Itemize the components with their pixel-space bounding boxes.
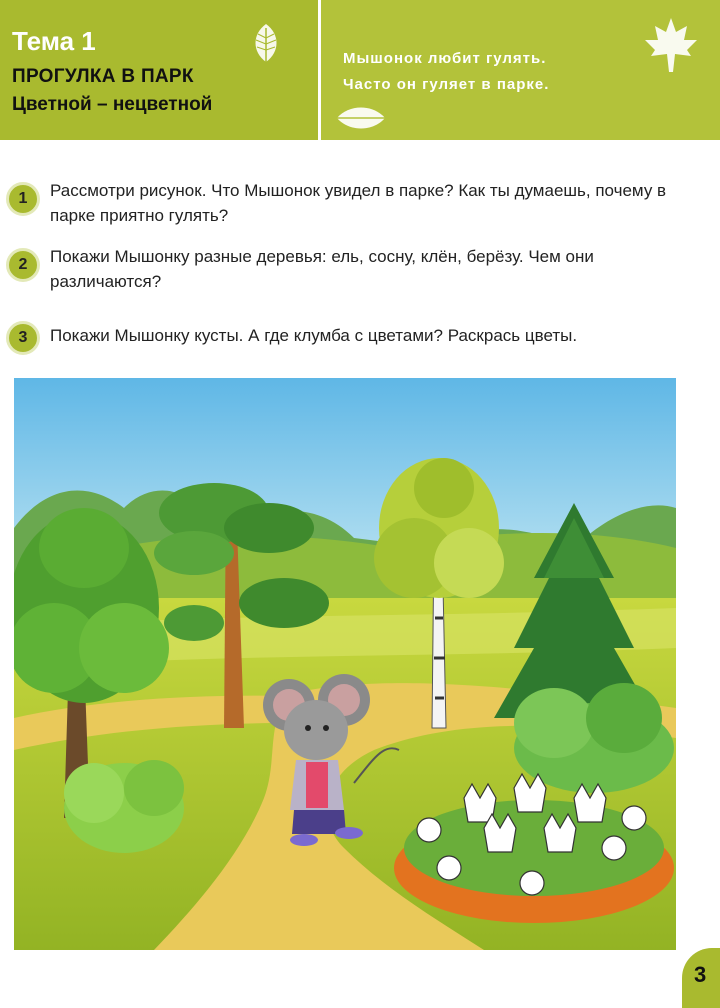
birch-leaf-icon: [246, 22, 286, 66]
topic-number: Тема 1: [12, 26, 96, 56]
task-text: Рассмотри рисунок. Что Мышонок увидел в парке? Как ты думаешь, почему в парке приятно гулять?: [50, 181, 667, 225]
park-scene: [14, 378, 676, 950]
header-title-block: [0, 0, 318, 140]
lesson-subtitle: Цветной – нецветной: [12, 94, 213, 115]
header-intro-block: [321, 0, 720, 140]
task-number-badge: 2: [6, 248, 40, 282]
task-text: Покажи Мышонку разные деревья: ель, сосну, клён, берёзу. Чем они различаются?: [50, 247, 594, 291]
park-illustration: [14, 378, 676, 950]
page-number-tab: [682, 948, 720, 1008]
task-text: Покажи Мышонку кусты. А где клумба с цветами? Раскрась цветы.: [50, 326, 578, 345]
intro-line-1: Мышонок любит гулять.: [343, 50, 547, 67]
task-number-badge: 3: [6, 321, 40, 355]
intro-line-2: Часто он гуляет в парке.: [343, 76, 550, 93]
page-number: 3: [694, 962, 707, 987]
lesson-title: ПРОГУЛКА В ПАРК: [12, 66, 194, 87]
maple-leaf-icon: [643, 16, 699, 74]
bush-left: [64, 760, 184, 853]
leaf-icon: [333, 102, 389, 134]
task-number-badge: 1: [6, 182, 40, 216]
page-header: [0, 0, 720, 140]
